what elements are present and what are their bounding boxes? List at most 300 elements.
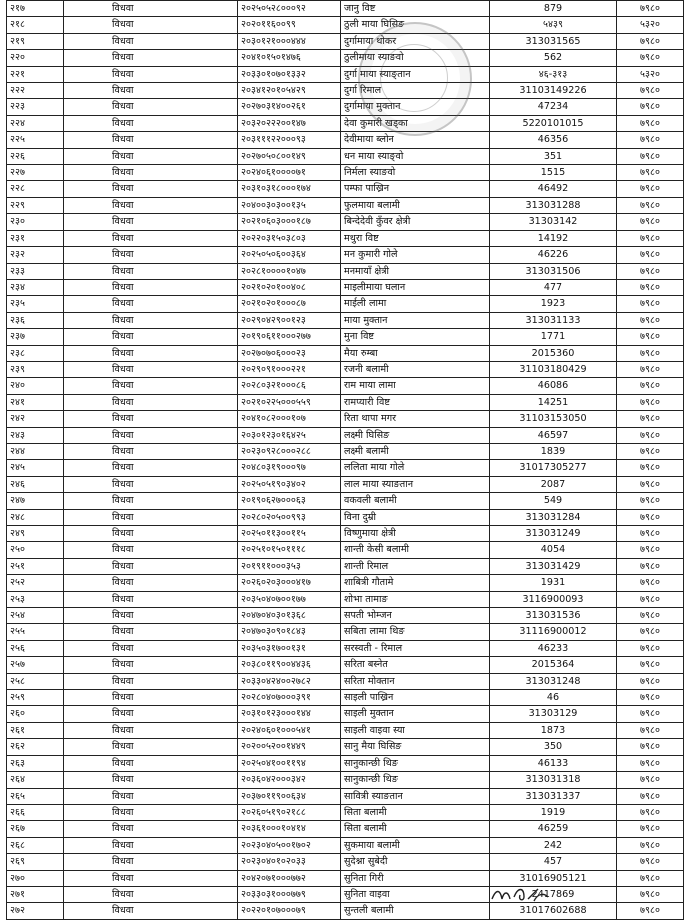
table-row (7, 706, 684, 722)
account-number-cell: 31103180429 (490, 361, 617, 377)
amount-cell: ७९८० (617, 608, 684, 624)
amount-cell: ७९८० (617, 772, 684, 788)
registration-number-cell: २०२५०५१९०३४०२ (238, 476, 341, 492)
amount-cell: ७९८० (617, 493, 684, 509)
amount-cell: ७९८० (617, 427, 684, 443)
amount-cell: ७९८० (617, 411, 684, 427)
serial-number-cell: २३६ (7, 312, 64, 328)
allowance-type-cell: विधवा (64, 329, 238, 345)
serial-number-cell: २७० (7, 870, 64, 886)
amount-cell: ७९८० (617, 394, 684, 410)
amount-cell: ७९८० (617, 132, 684, 148)
serial-number-cell: २१९ (7, 33, 64, 49)
beneficiary-name-cell: धन माया स्याङ्वो (341, 148, 490, 164)
registration-number-cell: २०१९०६११०००२७७ (238, 329, 341, 345)
beneficiary-name-cell: शान्ती केसी बलामी (341, 542, 490, 558)
table-row (7, 608, 684, 624)
registration-number-cell: २०४७०४०३०१३६८ (238, 608, 341, 624)
allowance-type-cell: विधवा (64, 804, 238, 820)
account-number-cell: 31017305277 (490, 460, 617, 476)
table-row (7, 296, 684, 312)
table-row (7, 411, 684, 427)
beneficiary-name-cell: सानुकान्छी थिङ (341, 755, 490, 771)
serial-number-cell: २५६ (7, 640, 64, 656)
amount-cell: ७९८० (617, 165, 684, 181)
beneficiary-name-cell: देवा कुमारी खड्का (341, 115, 490, 131)
table-row (7, 526, 684, 542)
beneficiary-name-cell: रजनी बलामी (341, 361, 490, 377)
allowance-type-cell: विधवा (64, 345, 238, 361)
serial-number-cell: २५७ (7, 657, 64, 673)
table-row (7, 690, 684, 706)
serial-number-cell: २५० (7, 542, 64, 558)
account-number-cell: 46259 (490, 821, 617, 837)
amount-cell: ७९८० (617, 361, 684, 377)
serial-number-cell: २३१ (7, 230, 64, 246)
serial-number-cell: २४२ (7, 411, 64, 427)
account-number-cell: 313031565 (490, 33, 617, 49)
table-row (7, 460, 684, 476)
serial-number-cell: २६७ (7, 821, 64, 837)
amount-cell: ७९८० (617, 509, 684, 525)
account-number-cell: 46597 (490, 427, 617, 443)
registration-number-cell: २०२६०५१९०२१८८ (238, 804, 341, 820)
beneficiary-name-cell: रामप्यारी विष्ट (341, 394, 490, 410)
table-row (7, 493, 684, 509)
allowance-type-cell: विधवा (64, 66, 238, 82)
amount-cell: ७९८० (617, 591, 684, 607)
table-row (7, 427, 684, 443)
serial-number-cell: २१८ (7, 17, 64, 33)
registration-number-cell: २०२५०४१००११९४ (238, 755, 341, 771)
allowance-type-cell: विधवा (64, 33, 238, 49)
account-number-cell: 46 (490, 690, 617, 706)
allowance-type-cell: विधवा (64, 509, 238, 525)
table-row (7, 33, 684, 49)
table-row (7, 66, 684, 82)
allowance-type-cell: विधवा (64, 99, 238, 115)
account-number-cell: 242 (490, 837, 617, 853)
table-row (7, 755, 684, 771)
account-number-cell: 47234 (490, 99, 617, 115)
account-number-cell: 3116900093 (490, 591, 617, 607)
account-number-cell: 46226 (490, 247, 617, 263)
amount-cell: ७९८० (617, 33, 684, 49)
table-row (7, 115, 684, 131)
allowance-type-cell: विधवा (64, 50, 238, 66)
table-row (7, 394, 684, 410)
serial-number-cell: २५४ (7, 608, 64, 624)
serial-number-cell: २६० (7, 706, 64, 722)
account-number-cell: 2087 (490, 476, 617, 492)
allowance-type-cell: विधवा (64, 657, 238, 673)
serial-number-cell: २२७ (7, 165, 64, 181)
handwritten-signature (490, 883, 550, 905)
registration-number-cell: २०२८०३२१०००८६ (238, 378, 341, 394)
serial-number-cell: २३८ (7, 345, 64, 361)
beneficiary-name-cell: फुलमाया बलामी (341, 197, 490, 213)
registration-number-cell: २०३३०१०७०१३३२ (238, 66, 341, 82)
serial-number-cell: २६२ (7, 739, 64, 755)
registration-number-cell: २०२३०४०५००१७०२ (238, 837, 341, 853)
registration-number-cell: २०३५०४०७००१७७ (238, 591, 341, 607)
account-number-cell: 313031337 (490, 788, 617, 804)
beneficiary-name-cell: सपती भोम्जन (341, 608, 490, 624)
table-row (7, 542, 684, 558)
amount-cell: ५३२० (617, 17, 684, 33)
account-number-cell: 313031506 (490, 263, 617, 279)
registration-number-cell: २०२०११६००९९ (238, 17, 341, 33)
allowance-type-cell: विधवा (64, 312, 238, 328)
beneficiary-name-cell: लाल माया स्याङतान (341, 476, 490, 492)
beneficiary-name-cell: सुदेश्ना सुबेदी (341, 854, 490, 870)
amount-cell: ७९८० (617, 148, 684, 164)
amount-cell: ७९८० (617, 673, 684, 689)
table-row (7, 476, 684, 492)
allowance-type-cell: विधवा (64, 1, 238, 17)
amount-cell: ७९८० (617, 837, 684, 853)
registration-number-cell: २०३८०११९००४४३६ (238, 657, 341, 673)
account-number-cell: 1515 (490, 165, 617, 181)
allowance-type-cell: विधवा (64, 722, 238, 738)
registration-number-cell: २०२१०२२५०००५५९ (238, 394, 341, 410)
beneficiary-name-cell: सिता बलामी (341, 821, 490, 837)
beneficiary-name-cell: ललिता माया गोले (341, 460, 490, 476)
registration-number-cell: २०४७०३०९०१८४३ (238, 624, 341, 640)
serial-number-cell: २६३ (7, 755, 64, 771)
allowance-type-cell: विधवा (64, 640, 238, 656)
table-row (7, 17, 684, 33)
registration-number-cell: २०२५०५०६००३६४ (238, 247, 341, 263)
serial-number-cell: २६९ (7, 854, 64, 870)
allowance-type-cell: विधवा (64, 558, 238, 574)
beneficiary-name-cell: ठुलीमाया स्याङवो (341, 50, 490, 66)
registration-number-cell: २०२४०६०१०००५४१ (238, 722, 341, 738)
beneficiary-name-cell: सानु मैया घिसिङ (341, 739, 490, 755)
account-number-cell: 1873 (490, 722, 617, 738)
amount-cell: ७९८० (617, 657, 684, 673)
beneficiary-name-cell: लक्ष्मी बलामी (341, 443, 490, 459)
beneficiary-name-cell: शान्ती रिमाल (341, 558, 490, 574)
account-number-cell: 46086 (490, 378, 617, 394)
registration-number-cell: २०२३०४०१०२०३३ (238, 854, 341, 870)
registration-number-cell: २०२९०४२९००१२३ (238, 312, 341, 328)
allowance-type-cell: विधवा (64, 575, 238, 591)
beneficiary-name-cell: मुना विष्ट (341, 329, 490, 345)
beneficiary-name-cell: दुर्गा माया स्याङ्तान (341, 66, 490, 82)
serial-number-cell: २७१ (7, 886, 64, 902)
registration-number-cell: २०१९०६२७०००६३ (238, 493, 341, 509)
serial-number-cell: २४० (7, 378, 64, 394)
account-number-cell: 46356 (490, 132, 617, 148)
allowance-type-cell: विधवा (64, 706, 238, 722)
account-number-cell: 313031249 (490, 526, 617, 542)
table-row (7, 624, 684, 640)
table-row (7, 99, 684, 115)
table-row (7, 197, 684, 213)
account-number-cell: ४६-३१३ (490, 66, 617, 82)
amount-cell: ७९८० (617, 854, 684, 870)
table-row (7, 772, 684, 788)
serial-number-cell: २३२ (7, 247, 64, 263)
account-number-cell: 313031536 (490, 608, 617, 624)
beneficiary-name-cell: साइली पाख्रिन (341, 690, 490, 706)
serial-number-cell: २५८ (7, 673, 64, 689)
allowance-type-cell: विधवा (64, 673, 238, 689)
allowance-type-cell: विधवा (64, 83, 238, 99)
table-row (7, 673, 684, 689)
registration-number-cell: २०३१०३१८०००१७४ (238, 181, 341, 197)
amount-cell: ७९८० (617, 903, 684, 919)
table-row (7, 657, 684, 673)
amount-cell: ७९८० (617, 197, 684, 213)
beneficiary-name-cell: सिता बलामी (341, 804, 490, 820)
allowance-type-cell: विधवा (64, 148, 238, 164)
account-number-cell: 31016905121 (490, 870, 617, 886)
registration-number-cell: २०२७०७०६०००२३ (238, 345, 341, 361)
registration-number-cell: २०२८०२०५००९९३ (238, 509, 341, 525)
serial-number-cell: २३४ (7, 279, 64, 295)
account-number-cell: 350 (490, 739, 617, 755)
allowance-type-cell: विधवा (64, 181, 238, 197)
serial-number-cell: २२५ (7, 132, 64, 148)
amount-cell: ७९८० (617, 378, 684, 394)
allowance-type-cell: विधवा (64, 230, 238, 246)
allowance-type-cell: विधवा (64, 772, 238, 788)
allowance-type-cell: विधवा (64, 394, 238, 410)
table-row (7, 247, 684, 263)
registration-number-cell: २०२००५२००१४४९ (238, 739, 341, 755)
beneficiary-name-cell: ठुली माया घिसिङ (341, 17, 490, 33)
amount-cell: ७९८० (617, 181, 684, 197)
serial-number-cell: २७२ (7, 903, 64, 919)
amount-cell: ७९८० (617, 99, 684, 115)
account-number-cell: 2015360 (490, 345, 617, 361)
beneficiary-name-cell: शोभा तामाङ (341, 591, 490, 607)
amount-cell: ७९८० (617, 870, 684, 886)
serial-number-cell: २४३ (7, 427, 64, 443)
allowance-type-cell: विधवा (64, 443, 238, 459)
serial-number-cell: २३० (7, 214, 64, 230)
registration-number-cell: २०३३०४२४००२७८२ (238, 673, 341, 689)
amount-cell: ७९८० (617, 312, 684, 328)
allowance-type-cell: विधवा (64, 247, 238, 263)
beneficiary-name-cell: सावित्री स्याङतान (341, 788, 490, 804)
beneficiary-name-cell: विना दुम्री (341, 509, 490, 525)
beneficiary-name-cell: मन कुमारी गोले (341, 247, 490, 263)
allowance-type-cell: विधवा (64, 165, 238, 181)
table-row (7, 83, 684, 99)
account-number-cell: 31017602688 (490, 903, 617, 919)
account-number-cell: ५४३९ (490, 17, 617, 33)
table-row (7, 509, 684, 525)
amount-cell: ७९८० (617, 739, 684, 755)
account-number-cell: 313031429 (490, 558, 617, 574)
beneficiary-name-cell: साइली वाइवा स्या (341, 722, 490, 738)
registration-number-cell: २०३०१२३०१६४२५ (238, 427, 341, 443)
account-number-cell: 14192 (490, 230, 617, 246)
amount-cell: ७९८० (617, 329, 684, 345)
beneficiary-name-cell: शाबित्री गौतामे (341, 575, 490, 591)
account-number-cell: 5220101015 (490, 115, 617, 131)
allowance-type-cell: विधवा (64, 690, 238, 706)
beneficiary-name-cell: वकवली बलामी (341, 493, 490, 509)
amount-cell: ७९८० (617, 115, 684, 131)
table-row (7, 361, 684, 377)
allowance-type-cell: विधवा (64, 739, 238, 755)
registration-number-cell: २०४१०१५०१४७६ (238, 50, 341, 66)
serial-number-cell: २४७ (7, 493, 64, 509)
account-number-cell: 31103149226 (490, 83, 617, 99)
allowance-type-cell: विधवा (64, 788, 238, 804)
allowance-type-cell: विधवा (64, 493, 238, 509)
serial-number-cell: २४१ (7, 394, 64, 410)
registration-number-cell: २०३१०१२३०००१४४ (238, 706, 341, 722)
registration-number-cell: २०३६१०००१०४१४ (238, 821, 341, 837)
table-row (7, 591, 684, 607)
serial-number-cell: २५१ (7, 558, 64, 574)
serial-number-cell: २६८ (7, 837, 64, 853)
amount-cell: ७९८० (617, 476, 684, 492)
table-body (7, 1, 684, 920)
account-number-cell: 31103153050 (490, 411, 617, 427)
account-number-cell: 14251 (490, 394, 617, 410)
table-row (7, 575, 684, 591)
beneficiary-name-cell: साइली मुक्तान (341, 706, 490, 722)
account-number-cell: 457 (490, 854, 617, 870)
registration-number-cell: २०२७०३१४००२६१ (238, 99, 341, 115)
serial-number-cell: २६५ (7, 788, 64, 804)
serial-number-cell: २२२ (7, 83, 64, 99)
allowance-type-cell: विधवा (64, 427, 238, 443)
allowance-type-cell: विधवा (64, 115, 238, 131)
beneficiary-name-cell: लक्ष्मी घिसिङ (341, 427, 490, 443)
registration-number-cell: २०२६०२०३०००४१७ (238, 575, 341, 591)
account-number-cell: 549 (490, 493, 617, 509)
table-row (7, 903, 684, 919)
amount-cell: ७९८० (617, 50, 684, 66)
serial-number-cell: २४५ (7, 460, 64, 476)
beneficiary-name-cell: सबिता लामा थिङ (341, 624, 490, 640)
account-number-cell: 313031318 (490, 772, 617, 788)
registration-number-cell: २०३५०३१७००१३१ (238, 640, 341, 656)
amount-cell: ७९८० (617, 690, 684, 706)
table-row (7, 443, 684, 459)
serial-number-cell: २५९ (7, 690, 64, 706)
serial-number-cell: २२६ (7, 148, 64, 164)
amount-cell: ७९८० (617, 558, 684, 574)
beneficiary-name-cell: माइलीमाया घलान (341, 279, 490, 295)
beneficiary-name-cell: सरिता मोक्तान (341, 673, 490, 689)
account-number-cell: 31116900012 (490, 624, 617, 640)
allowance-type-cell: विधवा (64, 821, 238, 837)
beneficiary-name-cell: दुर्गामाया मुक्तान (341, 99, 490, 115)
table-row (7, 345, 684, 361)
table-row (7, 886, 684, 902)
account-number-cell: 31303129 (490, 706, 617, 722)
amount-cell: ७९८० (617, 247, 684, 263)
allowance-type-cell: विधवा (64, 214, 238, 230)
serial-number-cell: २२९ (7, 197, 64, 213)
serial-number-cell: २२८ (7, 181, 64, 197)
serial-number-cell: २३३ (7, 263, 64, 279)
registration-number-cell: २०२४०६१००००७१ (238, 165, 341, 181)
registration-number-cell: २०२८१००००१०४७ (238, 263, 341, 279)
serial-number-cell: २६१ (7, 722, 64, 738)
amount-cell: ७९८० (617, 624, 684, 640)
table-row (7, 230, 684, 246)
table-row (7, 1, 684, 17)
amount-cell: ७९८० (617, 443, 684, 459)
registration-number-cell: २०३१११२२०००९३ (238, 132, 341, 148)
beneficiary-name-cell: मथुरा विष्ट (341, 230, 490, 246)
table-row (7, 279, 684, 295)
table-row (7, 854, 684, 870)
serial-number-cell: २४४ (7, 443, 64, 459)
allowance-type-cell: विधवा (64, 132, 238, 148)
beneficiary-name-cell: सुन्तली बलामी (341, 903, 490, 919)
amount-cell: ७९८० (617, 755, 684, 771)
allowance-type-cell: विधवा (64, 854, 238, 870)
account-number-cell: 1771 (490, 329, 617, 345)
registration-number-cell: २०२३०९२८०००२८८ (238, 443, 341, 459)
account-number-cell: 351 (490, 148, 617, 164)
table-row (7, 312, 684, 328)
table-row (7, 821, 684, 837)
beneficiary-table-sheet (6, 0, 660, 920)
table-row (7, 50, 684, 66)
registration-number-cell: २०३२०२२२००१४७ (238, 115, 341, 131)
allowance-type-cell: विधवा (64, 837, 238, 853)
allowance-type-cell: विधवा (64, 870, 238, 886)
beneficiary-name-cell: विष्णुमाया क्षेत्री (341, 526, 490, 542)
widow-allowance-table (6, 0, 684, 920)
beneficiary-name-cell: सरिता बस्नेत (341, 657, 490, 673)
amount-cell: ७९८० (617, 886, 684, 902)
serial-number-cell: २३५ (7, 296, 64, 312)
amount-cell: ७९८० (617, 804, 684, 820)
serial-number-cell: २४९ (7, 526, 64, 542)
allowance-type-cell: विधवा (64, 296, 238, 312)
table-row (7, 181, 684, 197)
amount-cell: ७९८० (617, 296, 684, 312)
registration-number-cell: २०२७०५०८००१४९ (238, 148, 341, 164)
account-number-cell: 313031288 (490, 197, 617, 213)
amount-cell: ७९८० (617, 542, 684, 558)
registration-number-cell: २०३३०३१०००७७९ (238, 886, 341, 902)
allowance-type-cell: विधवा (64, 591, 238, 607)
table-row (7, 132, 684, 148)
amount-cell: ७९८० (617, 1, 684, 17)
serial-number-cell: २५२ (7, 575, 64, 591)
registration-number-cell: २०२९०९१०००२२१ (238, 361, 341, 377)
amount-cell: ५३२० (617, 66, 684, 82)
table-row (7, 329, 684, 345)
registration-number-cell: २०२५१०१५०१११८ (238, 542, 341, 558)
registration-number-cell: २०२८०४०७०००३९१ (238, 690, 341, 706)
serial-number-cell: २६४ (7, 772, 64, 788)
beneficiary-name-cell: मैया रुम्बा (341, 345, 490, 361)
account-number-cell: 31303142 (490, 214, 617, 230)
beneficiary-name-cell: निर्मला स्याङवो (341, 165, 490, 181)
allowance-type-cell: विधवा (64, 755, 238, 771)
account-number-cell: 1931 (490, 575, 617, 591)
registration-number-cell: २०२२०१०७०००७९ (238, 903, 341, 919)
table-row (7, 739, 684, 755)
account-number-cell: 1839 (490, 443, 617, 459)
registration-number-cell: २०४००३०३००१३५ (238, 197, 341, 213)
amount-cell: ७९८० (617, 345, 684, 361)
